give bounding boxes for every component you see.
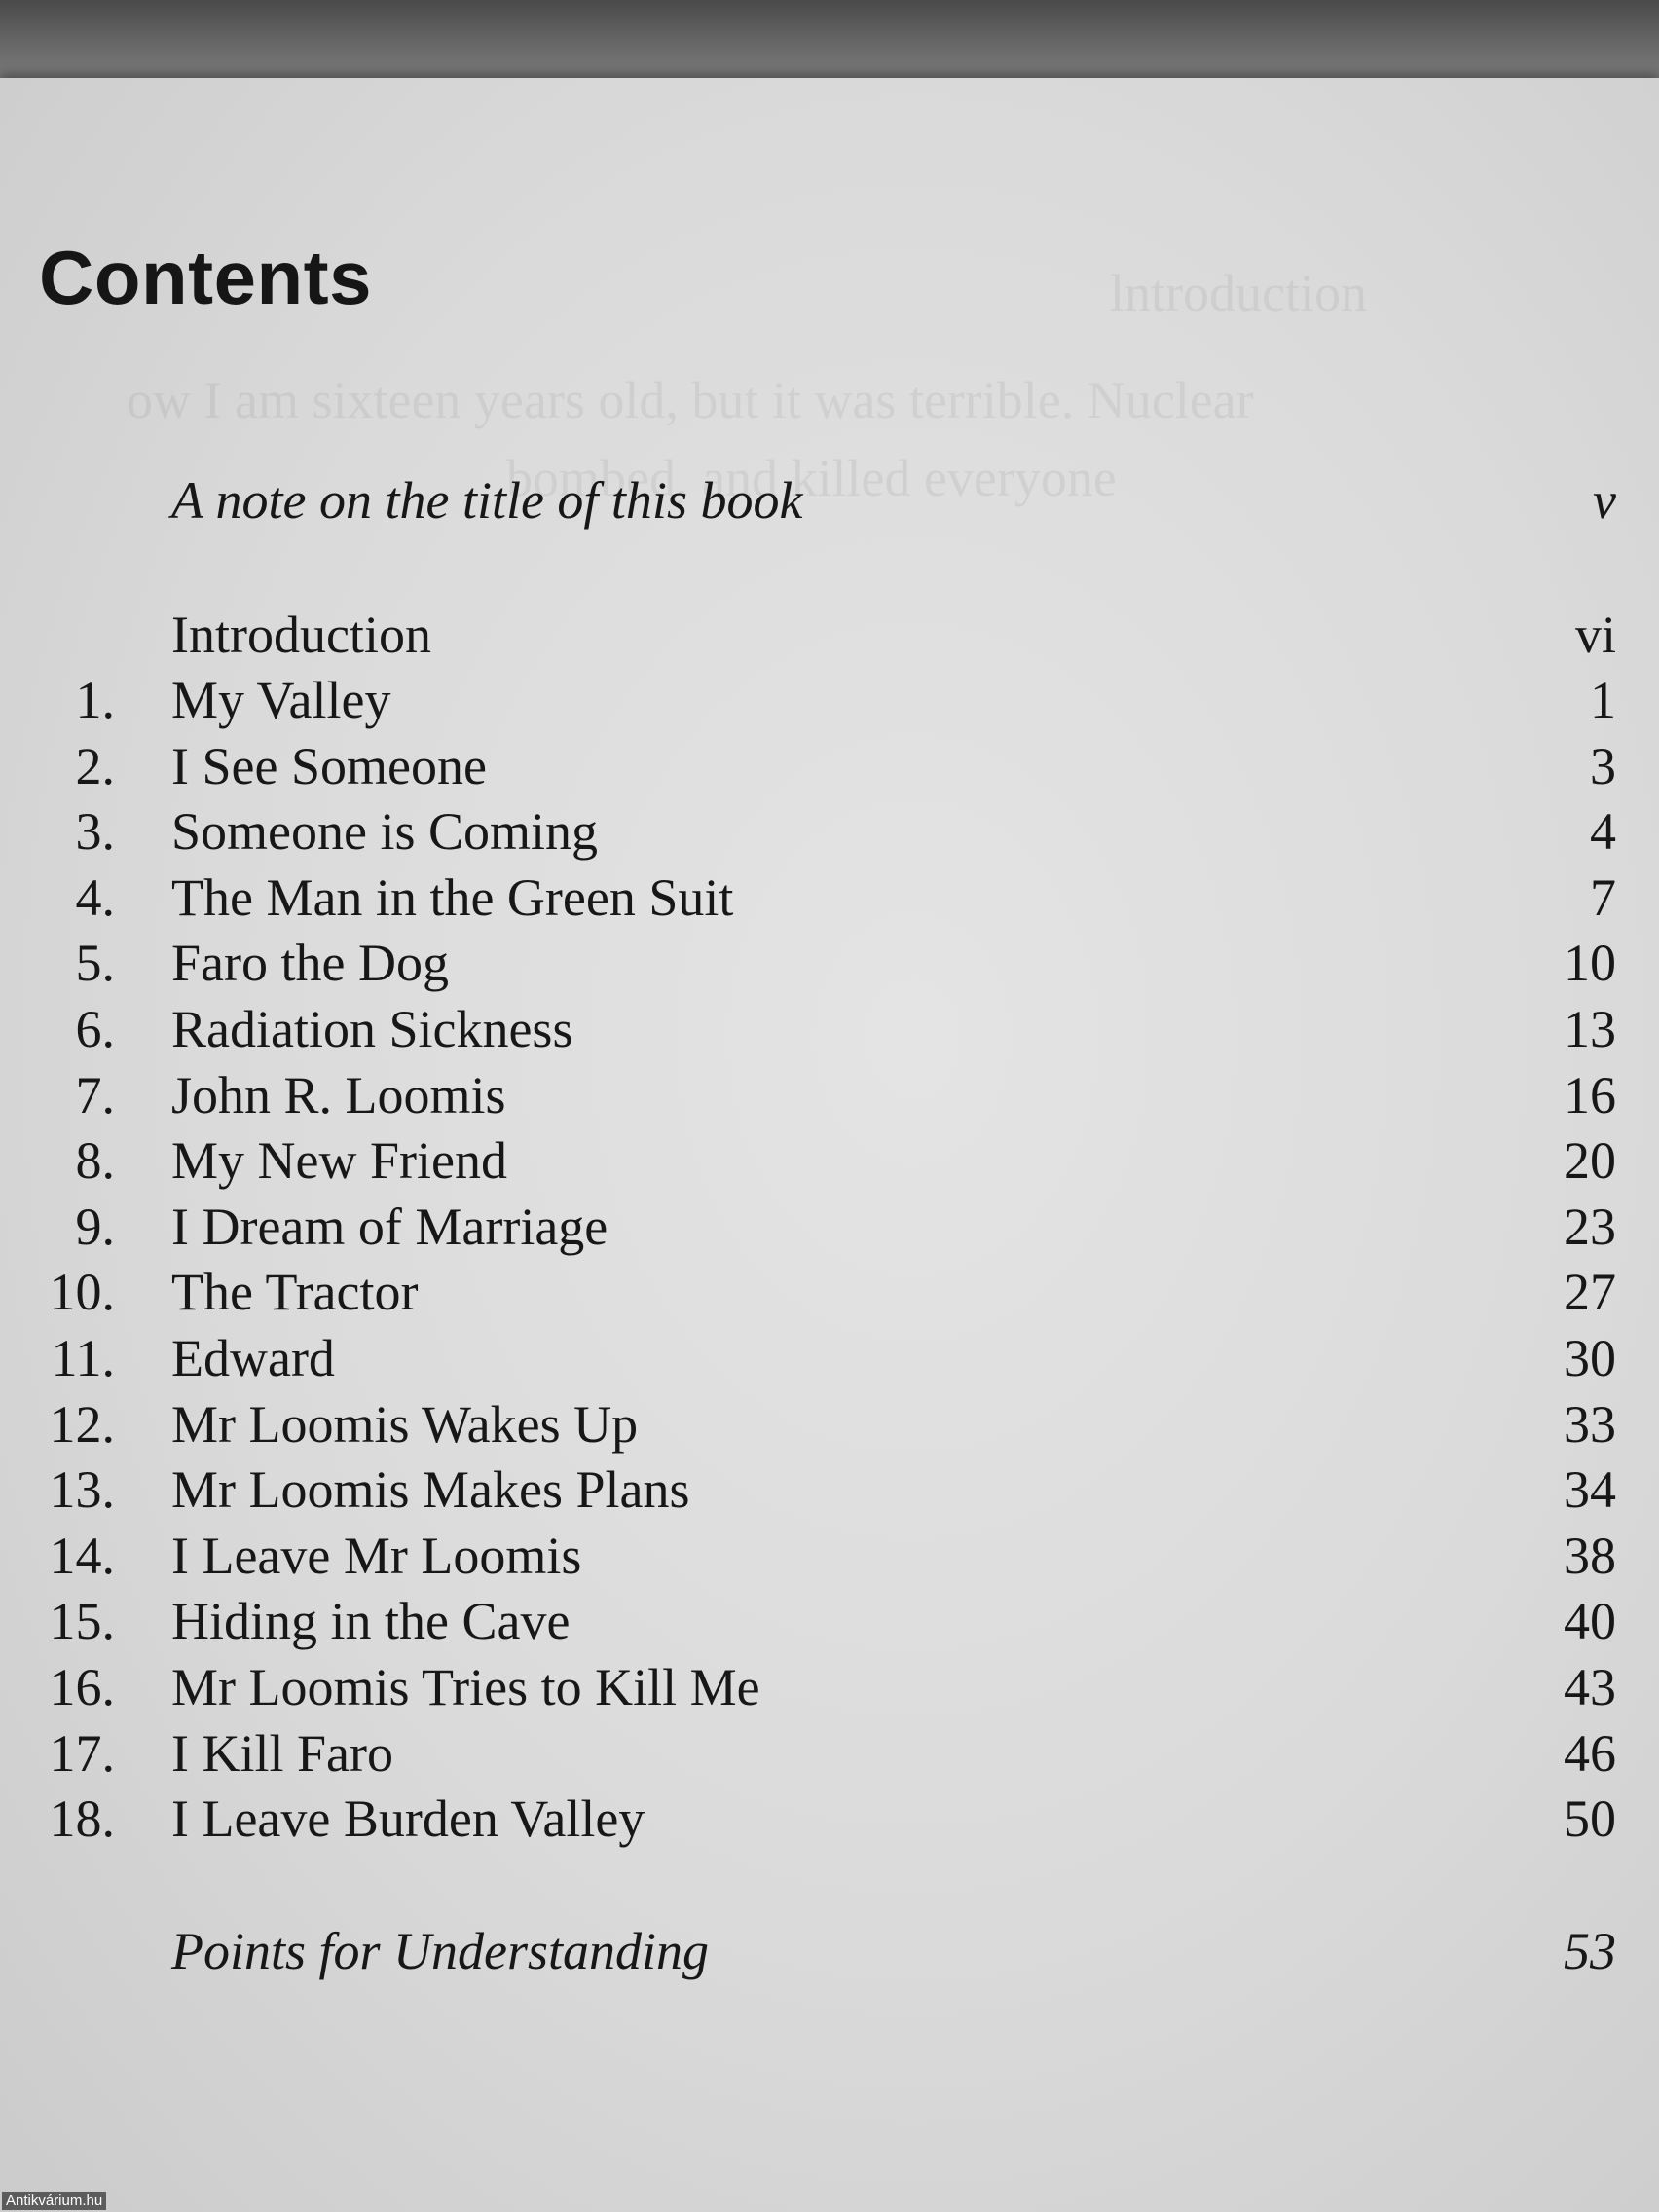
toc-entry-page: v xyxy=(1593,471,1616,530)
toc-entry-chapter-16 xyxy=(0,1654,1659,1720)
chapter-page: 13 xyxy=(1564,1000,1616,1058)
chapter-page: 4 xyxy=(1590,802,1616,861)
chapter-title: John R. Loomis xyxy=(171,1066,506,1124)
toc-entry-chapter-3 xyxy=(0,798,1659,865)
chapter-page: 7 xyxy=(1590,868,1616,927)
chapter-number: 11. xyxy=(51,1329,115,1387)
chapter-number: 13. xyxy=(49,1460,115,1519)
show-through-text: lntroduction xyxy=(1110,264,1367,322)
toc-entry-chapter-5 xyxy=(0,930,1659,996)
toc-entry-chapter-15 xyxy=(0,1588,1659,1654)
chapter-page: 3 xyxy=(1590,737,1616,795)
chapter-page: 38 xyxy=(1564,1527,1616,1585)
toc-entry-title: Points for Understanding xyxy=(171,1922,710,1980)
chapter-number: 9. xyxy=(75,1198,115,1256)
chapter-title: Radiation Sickness xyxy=(171,1000,573,1058)
chapter-title: Mr Loomis Tries to Kill Me xyxy=(171,1658,760,1716)
chapter-number: 3. xyxy=(75,802,115,861)
chapter-page: 27 xyxy=(1564,1263,1616,1321)
chapter-number: 17. xyxy=(49,1724,115,1783)
chapter-title: I Leave Mr Loomis xyxy=(171,1527,582,1585)
chapter-page: 40 xyxy=(1564,1592,1616,1650)
chapter-title: I Leave Burden Valley xyxy=(171,1789,645,1848)
chapter-page: 16 xyxy=(1564,1066,1616,1124)
chapter-number: 5. xyxy=(75,934,115,992)
chapter-title: I Kill Faro xyxy=(171,1724,393,1783)
chapter-number: 7. xyxy=(75,1066,115,1124)
chapter-number: 15. xyxy=(49,1592,115,1650)
chapter-title: My Valley xyxy=(171,671,391,729)
chapter-title: Hiding in the Cave xyxy=(171,1592,571,1650)
chapter-title: Someone is Coming xyxy=(171,802,599,861)
chapter-number: 12. xyxy=(49,1395,115,1454)
chapter-number: 4. xyxy=(75,868,115,927)
toc-entry-chapter-18 xyxy=(0,1786,1659,1852)
toc-entry-page: vi xyxy=(1574,606,1616,664)
chapter-title: Mr Loomis Wakes Up xyxy=(171,1395,639,1454)
chapter-number: 8. xyxy=(75,1131,115,1190)
chapter-title: Faro the Dog xyxy=(171,934,449,992)
chapter-page: 1 xyxy=(1590,671,1616,729)
chapter-title: The Man in the Green Suit xyxy=(171,868,734,927)
chapter-page: 43 xyxy=(1564,1658,1616,1716)
chapter-title: I See Someone xyxy=(171,737,487,795)
toc-entry-chapter-10 xyxy=(0,1259,1659,1325)
chapter-page: 23 xyxy=(1564,1198,1616,1256)
show-through-text: ow I am sixteen years old, but it was terrible. Nuclear xyxy=(127,371,1254,429)
chapter-number: 18. xyxy=(49,1789,115,1848)
toc-entry-chapter-9 xyxy=(0,1194,1659,1260)
chapter-number: 16. xyxy=(49,1658,115,1716)
toc-entry-chapter-1 xyxy=(0,667,1659,733)
page-title: Contents xyxy=(39,235,372,320)
toc-entry-chapter-7 xyxy=(0,1062,1659,1128)
chapter-title: I Dream of Marriage xyxy=(171,1198,608,1256)
toc-entry-chapter-14 xyxy=(0,1523,1659,1589)
toc-entry-chapter-6 xyxy=(0,996,1659,1062)
chapter-number: 6. xyxy=(75,1000,115,1058)
chapter-page: 30 xyxy=(1564,1329,1616,1387)
chapter-page: 34 xyxy=(1564,1460,1616,1519)
toc-entry-chapter-12 xyxy=(0,1391,1659,1457)
toc-entry-title: A note on the title of this book xyxy=(171,471,803,530)
toc-entry-title: Introduction xyxy=(171,606,431,664)
chapter-page: 46 xyxy=(1564,1724,1616,1783)
toc-entry-chapter-13 xyxy=(0,1456,1659,1523)
toc-entry-chapter-17 xyxy=(0,1720,1659,1787)
chapter-title: Mr Loomis Makes Plans xyxy=(171,1460,690,1519)
toc-entry-chapter-4 xyxy=(0,865,1659,931)
chapter-title: My New Friend xyxy=(171,1131,507,1190)
toc-entry-points-for-understanding xyxy=(0,1918,1659,1984)
chapter-number: 14. xyxy=(49,1527,115,1585)
toc-entry-chapter-8 xyxy=(0,1127,1659,1194)
show-through-text: bombed, and killed everyone xyxy=(506,449,1117,507)
toc-entry-title-note xyxy=(0,467,1659,534)
chapter-number: 1. xyxy=(75,671,115,729)
chapter-page: 50 xyxy=(1564,1789,1616,1848)
chapter-title: The Tractor xyxy=(171,1263,419,1321)
toc-entry-chapter-11 xyxy=(0,1325,1659,1391)
chapter-page: 20 xyxy=(1564,1131,1616,1190)
chapter-page: 33 xyxy=(1564,1395,1616,1454)
chapter-number: 2. xyxy=(75,737,115,795)
watermark: Antikvárium.hu xyxy=(2,2192,106,2210)
chapter-title: Edward xyxy=(171,1329,335,1387)
chapter-page: 10 xyxy=(1564,934,1616,992)
toc-entry-chapter-2 xyxy=(0,733,1659,799)
toc-entry-page: 53 xyxy=(1564,1922,1616,1980)
chapter-number: 10. xyxy=(49,1263,115,1321)
toc-entry-introduction xyxy=(0,602,1659,668)
